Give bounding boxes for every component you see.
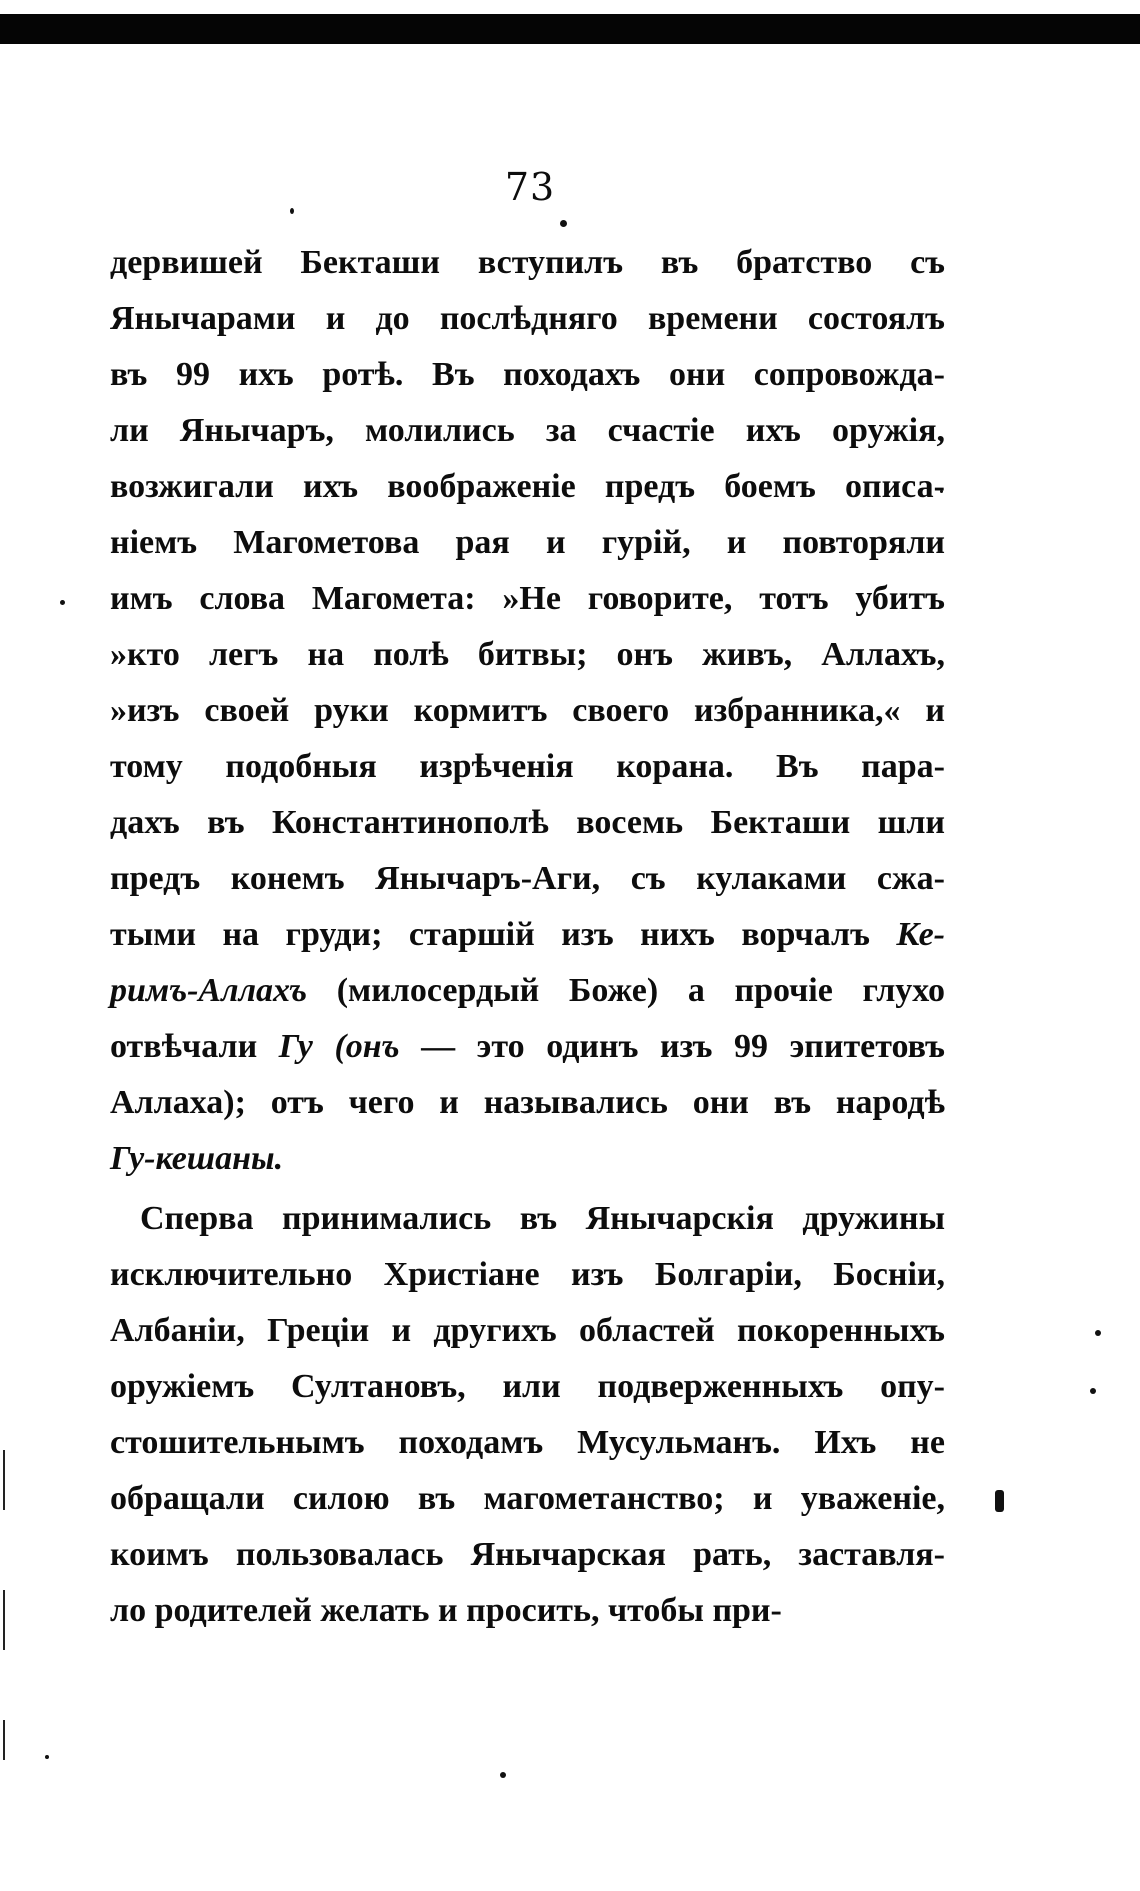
italic-text: римъ-Аллахъ	[110, 972, 308, 1009]
text-run: ли Янычаръ, молились за счастіе ихъ оружія,	[110, 412, 945, 449]
text-run: стошительнымъ походамъ Мусульманъ. Ихъ не	[110, 1424, 945, 1461]
scan-speck	[290, 208, 294, 214]
text-run: »изъ своей руки кормитъ своего избранника,« и	[110, 692, 945, 729]
page-body-text	[110, 235, 945, 1639]
scan-speck	[560, 220, 567, 227]
text-run: исключительно Христіане изъ Болгаріи, Босніи,	[110, 1256, 945, 1293]
text-run: возжигали ихъ воображеніе предъ боемъ описа-	[110, 468, 945, 505]
text-line	[110, 1415, 945, 1471]
text-line	[110, 683, 945, 739]
text-line	[110, 1131, 945, 1187]
text-line	[110, 1359, 945, 1415]
text-run: (милосердый Боже) а прочіе глухо	[307, 972, 945, 1009]
text-run: тому подобныя изрѣченія корана. Въ пара-	[110, 748, 945, 785]
text-line	[110, 627, 945, 683]
text-run: Янычарами и до послѣдняго времени состоялъ	[110, 300, 945, 337]
text-run: обращали силою въ магометанство; и уваженіе,	[110, 1480, 945, 1517]
scan-speck	[500, 1772, 506, 1778]
paragraph	[110, 235, 945, 1187]
text-line	[110, 235, 945, 291]
text-run: коимъ пользовалась Янычарская рать, заставля-	[110, 1536, 945, 1573]
text-run: Сперва принимались въ Янычарскія дружины	[140, 1200, 945, 1237]
paragraph	[110, 1191, 945, 1639]
text-line	[110, 1019, 945, 1075]
text-run: ло родителей желать и просить, чтобы при-	[110, 1592, 782, 1629]
scan-speck	[1095, 1330, 1101, 1336]
text-run: Албаніи, Греціи и другихъ областей покоренныхъ	[110, 1312, 945, 1349]
italic-text: Гу (онъ	[278, 1028, 400, 1065]
text-run: въ 99 ихъ ротѣ. Въ походахъ они сопровожда-	[110, 356, 945, 393]
italic-text: Ке-	[896, 916, 945, 953]
text-run: дахъ въ Константинополѣ восемь Бекташи шли	[110, 804, 945, 841]
scan-speck	[60, 600, 65, 605]
scan-speck	[45, 1755, 49, 1759]
text-line	[110, 347, 945, 403]
text-line	[110, 1075, 945, 1131]
text-line	[110, 571, 945, 627]
text-run: имъ слова Магомета: »Не говорите, тотъ убитъ	[110, 580, 945, 617]
text-line	[110, 1247, 945, 1303]
scan-edge-mark	[3, 1590, 5, 1650]
text-line	[110, 1471, 945, 1527]
text-run: предъ конемъ Янычаръ-Аги, съ кулаками сжа-	[110, 860, 945, 897]
scan-edge-mark	[3, 1450, 5, 1510]
text-line	[110, 1191, 945, 1247]
text-run: — это одинъ изъ 99 эпитетовъ	[399, 1028, 945, 1065]
scan-speck	[1090, 1388, 1096, 1394]
text-line	[110, 459, 945, 515]
text-run: отвѣчали	[110, 1028, 279, 1065]
text-line	[110, 403, 945, 459]
italic-text: Гу-кешаны.	[110, 1140, 284, 1177]
text-run: Аллаха); отъ чего и назывались они въ народѣ	[110, 1084, 945, 1121]
text-run: дервишей Бекташи вступилъ въ братство съ	[110, 244, 945, 281]
text-run: оружіемъ Султановъ, или подверженныхъ опу-	[110, 1368, 945, 1405]
text-run: ніемъ Магометова рая и гурій, и повторяли	[110, 524, 945, 561]
scan-edge-mark	[3, 1720, 5, 1760]
text-line	[110, 1583, 945, 1639]
text-run: тыми на груди; старшій изъ нихъ ворчалъ	[110, 916, 897, 953]
scan-speck	[995, 1490, 1004, 1512]
text-run: »кто легъ на полѣ битвы; онъ живъ, Аллахъ,	[110, 636, 945, 673]
text-line	[110, 291, 945, 347]
page-number: 73	[504, 165, 556, 209]
text-line	[110, 795, 945, 851]
scan-top-border	[0, 14, 1140, 44]
text-line	[110, 1527, 945, 1583]
text-line	[110, 907, 945, 963]
text-line	[110, 1303, 945, 1359]
text-line	[110, 851, 945, 907]
text-line	[110, 963, 945, 1019]
text-line	[110, 515, 945, 571]
text-line	[110, 739, 945, 795]
